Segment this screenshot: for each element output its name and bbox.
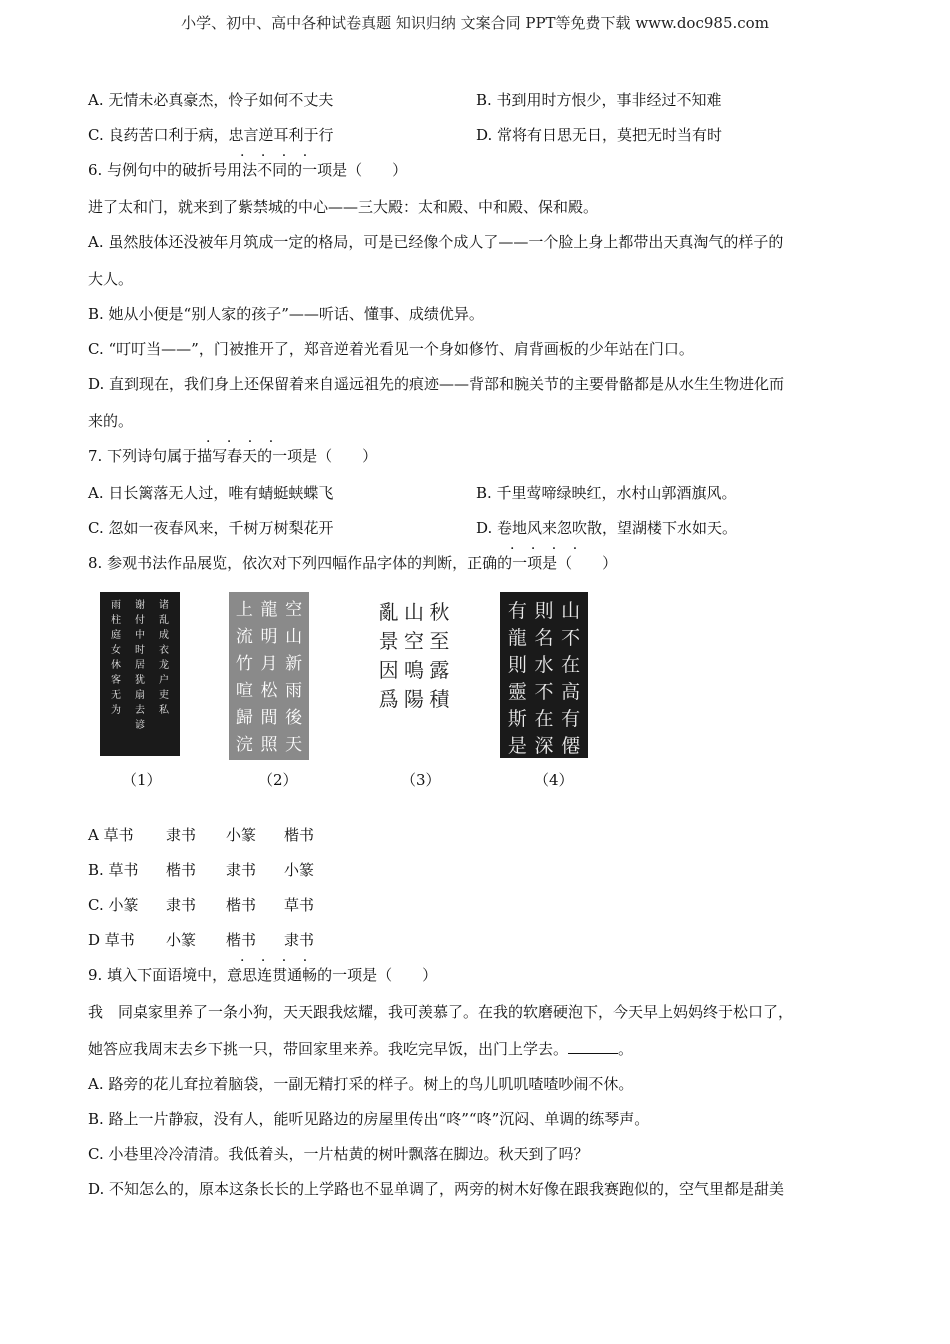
calligraphy-column: [429, 596, 449, 712]
calligraphy-image-2: [229, 592, 309, 760]
calligraphy-char: 名: [534, 627, 554, 649]
calligraphy-column: [404, 596, 424, 712]
option-cell: 隶书: [284, 931, 315, 949]
calligraphy-char: 龍: [507, 627, 527, 649]
calligraphy-char: 雨: [111, 600, 121, 611]
option-cell: A 草书: [88, 826, 134, 844]
q9-context-line2: [88, 1038, 633, 1060]
calligraphy-image-3: [372, 592, 456, 760]
calligraphy-char: 不: [534, 681, 554, 703]
calligraphy-char: 明: [260, 627, 278, 647]
calligraphy-char: 衣: [159, 645, 169, 656]
calligraphy-char: 天: [285, 735, 303, 755]
calligraphy-char: 空: [285, 600, 303, 620]
emphasis-dots: · · · ·: [206, 434, 280, 450]
calligraphy-char: 在: [561, 654, 581, 676]
calligraphy-char: 高: [561, 681, 581, 703]
calligraphy-column: [508, 596, 527, 758]
q5-option-a: A. 无情未必真豪杰，怜子如何不丈夫: [88, 91, 334, 109]
calligraphy-char: 爲: [378, 687, 399, 711]
calligraphy-char: 則: [507, 654, 527, 676]
q6-option-a-line1: A. 虽然肢体还没被年月筑成一定的格局，可是已经像个成人了——一个脸上身上都带出天真淘气的样子的: [88, 233, 784, 251]
q6-example: 进了太和门，就来到了紫禁城的中心——三大殿：太和殿、中和殿、保和殿。: [88, 198, 599, 216]
q9-option-c: C. 小巷里冷冷清清。我低着头，一片枯黄的树叶飘落在脚边。秋天到了吗？: [88, 1145, 589, 1163]
calligraphy-char: 不: [561, 627, 581, 649]
q7-option-b: B. 千里莺啼绿映红，水村山郭酒旗风。: [476, 484, 737, 502]
q8-option-b: [88, 859, 314, 881]
image-caption-1: （1）: [122, 771, 162, 789]
calligraphy-char: 至: [429, 629, 450, 653]
calligraphy-char: 扇: [135, 690, 145, 701]
calligraphy-column: [379, 596, 399, 712]
calligraphy-column: [159, 596, 169, 716]
q9-context-text: 她答应我周末去乡下挑一只，带回家里来养。我吃完早饭，出门上学去。: [88, 1040, 569, 1058]
calligraphy-char: 为: [111, 705, 121, 716]
page-header: 小学、初中、高中各种试卷真题 知识归纳 文案合同 PPT等免费下载 www.doc985.com: [181, 14, 769, 32]
calligraphy-char: 中: [135, 630, 145, 641]
calligraphy-char: 深: [534, 735, 554, 757]
q5-option-d: D. 常将有日思无日，莫把无时当有时: [476, 126, 723, 144]
q8-stem: 8. 参观书法作品展览，依次对下列四幅作品字体的判断，正确的一项是（ ）: [88, 554, 618, 572]
option-cell: 小篆: [284, 861, 315, 879]
option-cell: 隶书: [166, 826, 197, 844]
q6-option-d-line1: D. 直到现在，我们身上还保留着来自遥远祖先的痕迹——背部和腕关节的主要骨骼都是从水生生物进化而: [88, 375, 785, 393]
calligraphy-char: 诸: [159, 600, 169, 611]
calligraphy-char: 雨: [285, 681, 303, 701]
calligraphy-char: 犹: [135, 675, 145, 686]
image-caption-4: （4）: [534, 771, 574, 789]
image-caption-2: （2）: [258, 771, 298, 789]
answer-blank: [568, 1039, 618, 1054]
option-cell: 隶书: [226, 861, 257, 879]
q5-option-b: B. 书到用时方恨少，事非经过不知难: [476, 91, 722, 109]
calligraphy-char: 谢: [135, 600, 145, 611]
calligraphy-char: 去: [135, 705, 145, 716]
calligraphy-char: 松: [260, 681, 278, 701]
calligraphy-char: 居: [135, 660, 145, 671]
calligraphy-char: 水: [534, 654, 554, 676]
calligraphy-char: 有: [507, 600, 527, 622]
emphasis-dots: · · · ·: [510, 541, 584, 557]
calligraphy-char: 龙: [159, 660, 169, 671]
q8-option-a: [88, 824, 314, 846]
q6-stem: 6. 与例句中的破折号用法不同的一项是（ ）: [88, 161, 408, 179]
calligraphy-char: 户: [159, 675, 169, 686]
calligraphy-char: 成: [159, 630, 169, 641]
calligraphy-char: 山: [561, 600, 581, 622]
q6-option-c: C. “叮叮当——”，门被推开了，郑音逆着光看见一个身如修竹、肩背画板的少年站在门口。: [88, 340, 694, 358]
option-cell: D 草书: [88, 931, 135, 949]
calligraphy-char: 山: [403, 600, 424, 624]
calligraphy-char: 斯: [507, 708, 527, 730]
q8-option-d: [88, 929, 314, 951]
q9-stem: 9. 填入下面语境中，意思连贯通畅的一项是（ ）: [88, 966, 438, 984]
calligraphy-char: 乱: [159, 615, 169, 626]
calligraphy-char: 則: [534, 600, 554, 622]
option-cell: 小篆: [226, 826, 257, 844]
calligraphy-grid: [232, 595, 306, 755]
q7-option-d: D. 卷地风来忽吹散，望湖楼下水如天。: [476, 519, 738, 537]
option-cell: 楷书: [226, 931, 257, 949]
calligraphy-char: 積: [429, 687, 450, 711]
calligraphy-char: 僊: [561, 735, 581, 757]
calligraphy-char: 谚: [135, 720, 145, 731]
calligraphy-char: 景: [378, 629, 399, 653]
q9-context-line1: 我 同桌家里养了一条小狗，天天跟我炫耀，我可羡慕了。在我的软磨硬泡下，今天早上妈妈终于松口了，: [88, 1003, 794, 1021]
calligraphy-char: 庭: [111, 630, 121, 641]
calligraphy-char: 竹: [235, 654, 253, 674]
calligraphy-char: 間: [260, 708, 278, 728]
calligraphy-char: 浣: [235, 735, 253, 755]
calligraphy-char: 秋: [429, 600, 450, 624]
calligraphy-char: 月: [260, 654, 278, 674]
calligraphy-char: 龍: [260, 600, 278, 620]
calligraphy-char: 露: [429, 658, 450, 682]
calligraphy-char: 新: [285, 654, 303, 674]
calligraphy-char: 付: [135, 615, 145, 626]
calligraphy-char: 後: [285, 708, 303, 728]
calligraphy-char: 时: [135, 645, 145, 656]
calligraphy-char: 陽: [403, 687, 424, 711]
q7-option-a: A. 日长篱落无人过，唯有蜻蜓蛱蝶飞: [88, 484, 334, 502]
calligraphy-char: 喧: [235, 681, 253, 701]
q9-option-d: D. 不知怎么的，原本这条长长的上学路也不显单调了，两旁的树木好像在跟我赛跑似的，空气里都是甜美: [88, 1180, 785, 1198]
calligraphy-char: 私: [159, 705, 169, 716]
option-cell: 草书: [284, 896, 315, 914]
calligraphy-char: 女: [111, 645, 121, 656]
emphasis-dots: · · · ·: [240, 148, 314, 164]
q9-option-a: A. 路旁的花儿耷拉着脑袋，一副无精打采的样子。树上的鸟儿叽叽喳喳吵闹不休。: [88, 1075, 634, 1093]
q6-option-b: B. 她从小便是“别人家的孩子”——听话、懂事、成绩优异。: [88, 305, 484, 323]
calligraphy-char: 靈: [507, 681, 527, 703]
calligraphy-char: 柱: [111, 615, 121, 626]
calligraphy-char: 因: [378, 658, 399, 682]
calligraphy-char: 歸: [235, 708, 253, 728]
calligraphy-char: 照: [260, 735, 278, 755]
option-cell: 小篆: [166, 931, 197, 949]
q6-option-a-line2: 大人。: [88, 270, 134, 288]
calligraphy-column: [111, 596, 121, 716]
calligraphy-char: 客: [111, 675, 121, 686]
calligraphy-char: 无: [111, 690, 121, 701]
image-caption-3: （3）: [401, 771, 441, 789]
calligraphy-char: 休: [111, 660, 121, 671]
calligraphy-image-1: [100, 592, 180, 756]
calligraphy-char: 亂: [378, 600, 399, 624]
option-cell: B. 草书: [88, 861, 139, 879]
q6-option-d-line2: 来的。: [88, 412, 134, 430]
option-cell: 楷书: [226, 896, 257, 914]
q5-option-c: C. 良药苦口利于病，忠言逆耳利于行: [88, 126, 334, 144]
calligraphy-char: 空: [403, 629, 424, 653]
q9-option-b: B. 路上一片静寂，没有人，能听见路边的房屋里传出“咚”“咚”沉闷、单调的练琴声。: [88, 1110, 650, 1128]
option-cell: 楷书: [166, 861, 197, 879]
q7-option-c: C. 忽如一夜春风来，千树万树梨花开: [88, 519, 334, 537]
option-cell: C. 小篆: [88, 896, 139, 914]
calligraphy-char: 上: [235, 600, 253, 620]
calligraphy-char: 山: [285, 627, 303, 647]
emphasis-dots: · · · ·: [240, 953, 314, 969]
q8-option-c: [88, 894, 314, 916]
calligraphy-column: [561, 596, 580, 758]
option-cell: 楷书: [284, 826, 315, 844]
calligraphy-column: [135, 596, 145, 731]
calligraphy-char: 在: [534, 708, 554, 730]
calligraphy-char: 有: [561, 708, 581, 730]
option-cell: 隶书: [166, 896, 197, 914]
q9-context-end: 。: [618, 1040, 634, 1058]
calligraphy-char: 吏: [159, 690, 169, 701]
calligraphy-char: 鳴: [403, 658, 424, 682]
calligraphy-image-4: [500, 592, 588, 758]
calligraphy-column: [534, 596, 553, 758]
q7-stem: 7. 下列诗句属于描写春天的一项是（ ）: [88, 447, 378, 465]
calligraphy-char: 流: [235, 627, 253, 647]
calligraphy-char: 是: [507, 735, 527, 757]
